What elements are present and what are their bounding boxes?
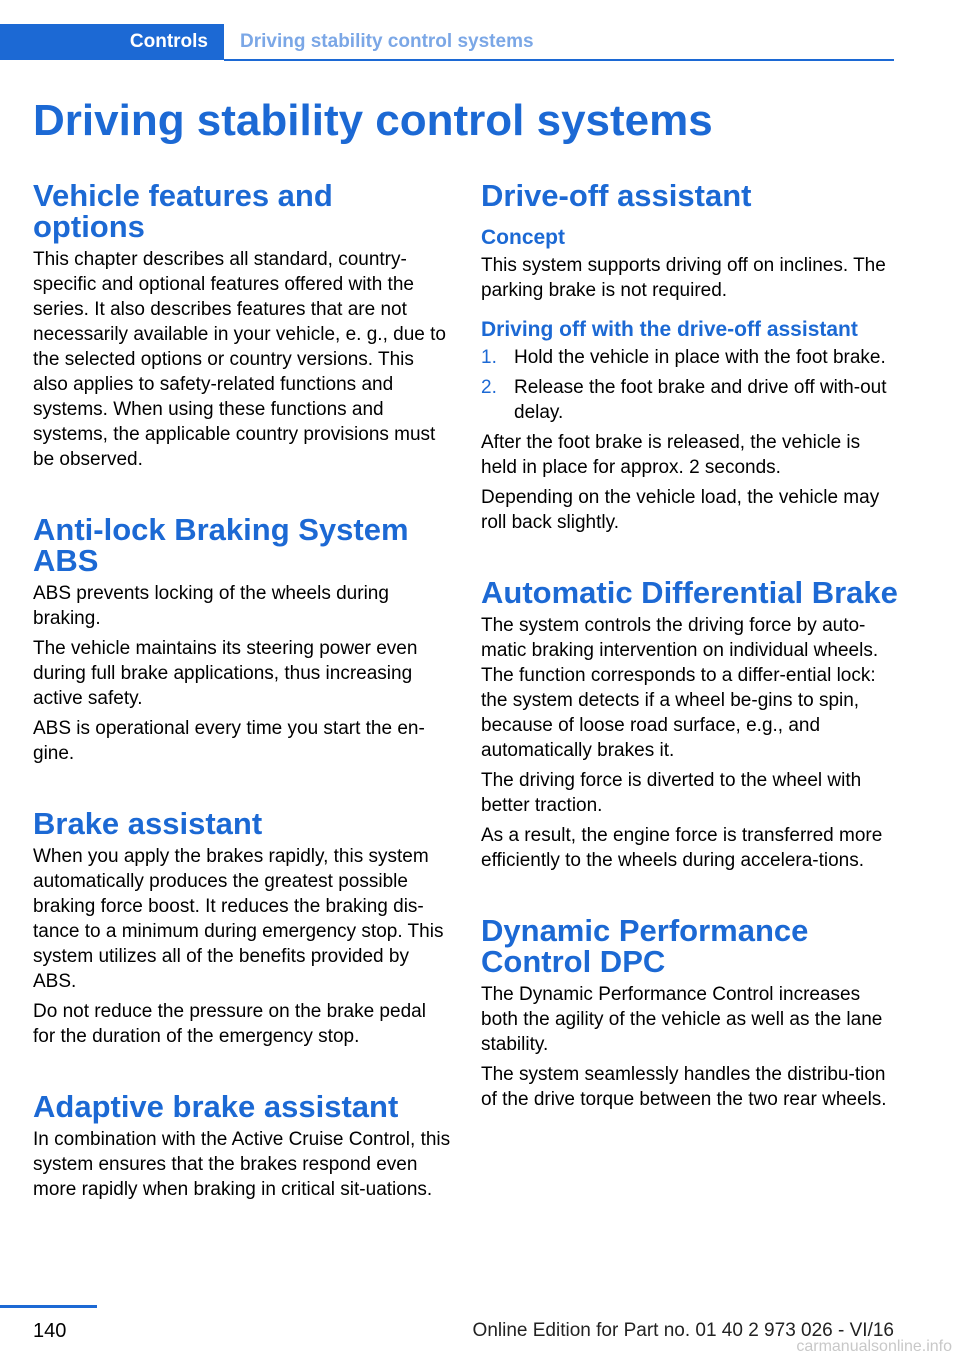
paragraph: The system controls the driving force by auto-matic braking intervention on individual wheels. The function corresponds to a differ-ential lock: the system detects if a wheel be-gins to spin, because of loose road surface, e.g., and automatically brakes it. [481, 615, 879, 761]
section-automatic-differential-brake [481, 577, 899, 873]
header-bar [0, 24, 894, 62]
paragraph: In combination with the Active Cruise Control, this system ensures that the brakes respond even more rapidly when braking in critical sit-uations. [33, 1129, 451, 1200]
paragraph: The vehicle maintains its steering power even during full brake applications, thus increasing active safety. [33, 638, 418, 709]
watermark: carmanualsonline.info [796, 1338, 952, 1355]
page-number: 140 [33, 1320, 67, 1342]
step-number: 1. [481, 347, 497, 368]
paragraph: ABS is operational every time you start the en-gine. [33, 718, 425, 764]
section-heading: Brake assistant [33, 806, 263, 841]
paragraph: This chapter describes all standard, country-specific and optional features offered with the series. It also describes features that are not necessarily available in your vehicle, e. g., due to the selected options or country versions. This also applies to safety-related functions and systems. When using these functions and systems, the applicable country provisions must be observed. [33, 249, 446, 470]
page-title: Driving stability control systems [33, 96, 713, 145]
section-abs [33, 514, 451, 766]
header-section-tab[interactable]: Controls [0, 24, 224, 60]
paragraph: ABS prevents locking of the wheels during braking. [33, 583, 389, 629]
section-adaptive-brake-assistant [33, 1091, 451, 1202]
section-heading: Drive-off assistant [481, 178, 752, 213]
footer-rule [0, 1305, 97, 1308]
left-column [33, 180, 451, 1207]
section-heading: Automatic Differential Brake [481, 575, 898, 610]
paragraph: The Dynamic Performance Control increases both the agility of the vehicle as well as the lane stability. [481, 984, 883, 1055]
list-item [481, 345, 899, 370]
subsection-heading-concept: Concept [481, 226, 565, 249]
step-number: 2. [481, 377, 497, 398]
step-text: Release the foot brake and drive off with-out delay. [514, 377, 887, 423]
section-drive-off-assistant [481, 180, 899, 535]
section-heading: Dynamic Performance Control DPC [481, 913, 809, 979]
section-dpc [481, 915, 899, 1112]
paragraph: Do not reduce the pressure on the brake pedal for the duration of the emergency stop. [33, 1001, 426, 1047]
paragraph: The system seamlessly handles the distribu-tion of the drive torque between the two rear wheels. [481, 1064, 887, 1110]
section-heading: Anti-lock Braking System ABS [33, 512, 409, 578]
header-chapter-title: Driving stability control systems [240, 31, 534, 52]
paragraph: As a result, the engine force is transferred more efficiently to the wheels during accelera-tions. [481, 825, 883, 871]
subsection-heading-driving-off: Driving off with the drive-off assistant [481, 318, 858, 341]
section-heading: Adaptive brake assistant [33, 1089, 399, 1124]
paragraph: This system supports driving off on inclines. The parking brake is not required. [481, 255, 886, 301]
section-heading: Vehicle features and options [33, 178, 333, 244]
header-rule [224, 59, 894, 61]
edition-note: Online Edition for Part no. 01 40 2 973 026 - VI/16 [472, 1320, 894, 1341]
right-column [481, 180, 899, 1117]
step-text: Hold the vehicle in place with the foot brake. [514, 347, 886, 368]
section-vehicle-features [33, 180, 451, 472]
paragraph: When you apply the brakes rapidly, this system automatically produces the greatest possible braking force boost. It reduces the braking dis-tance to a minimum during emergency stop. This system utilizes all of the benefits provided by ABS. [33, 846, 444, 992]
list-item [481, 375, 899, 425]
paragraph: The driving force is diverted to the wheel with better traction. [481, 770, 862, 816]
section-brake-assistant [33, 808, 451, 1049]
paragraph: Depending on the vehicle load, the vehicle may roll back slightly. [481, 487, 880, 533]
steps-list [481, 345, 899, 425]
paragraph: After the foot brake is released, the vehicle is held in place for approx. 2 seconds. [481, 432, 861, 478]
